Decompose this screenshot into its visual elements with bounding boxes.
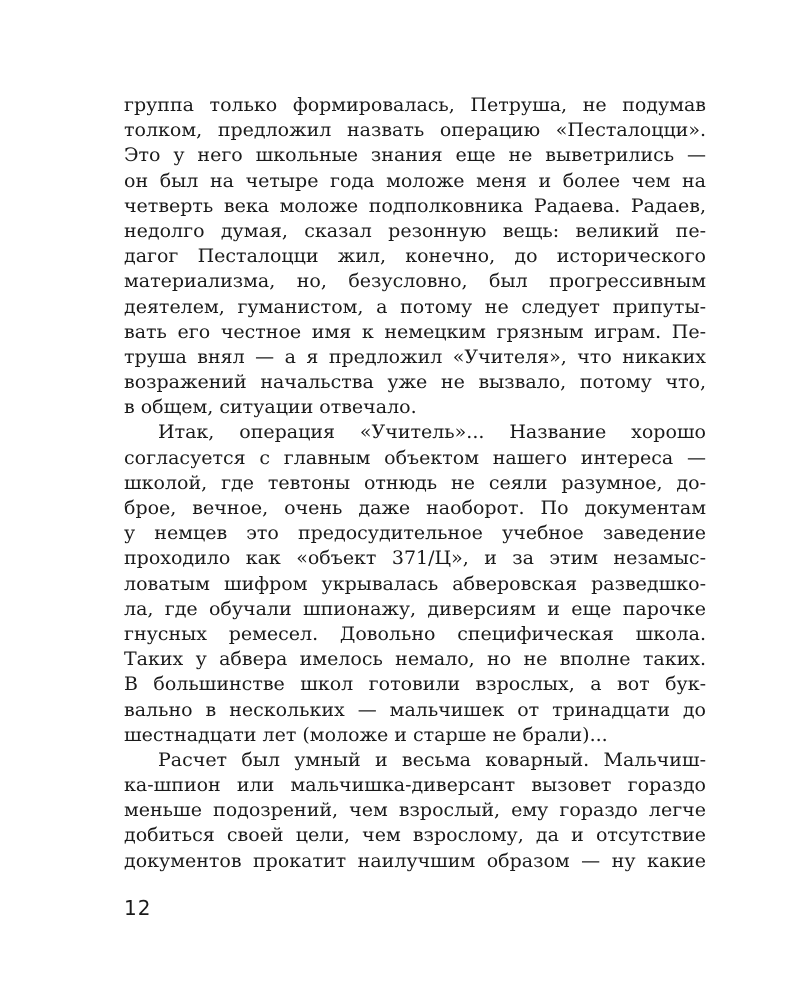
text-line: толком, предложил назвать операцию «Песталоцци».: [124, 119, 706, 142]
text-line: ловатым шифром укрывалась абверовская разведшко-: [124, 572, 706, 595]
text-line: Итак, операция «Учитель»... Название хорошо: [158, 421, 706, 444]
text-line: возражений начальства уже не вызвало, потому что,: [124, 371, 706, 394]
text-line: четверть века моложе подполковника Радаева. Радаев,: [124, 194, 706, 217]
text-line: вально в нескольких — мальчишек от тринадцати до: [124, 698, 706, 721]
text-line: вать его честное имя к немецким грязным играм. Пе-: [124, 320, 706, 343]
text-line: недолго думая, сказал резонную вещь: великий пе-: [124, 219, 706, 242]
text-line: меньше подозрений, чем взрослый, ему гораздо легче: [124, 799, 706, 822]
text-line: шестнадцати лет (моложе и старше не брали)...: [124, 723, 608, 746]
text-line: добиться своей цели, чем взрослому, да и отсутствие: [124, 824, 706, 847]
text-line: ка-шпион или мальчишка-диверсант вызовет гораздо: [124, 774, 706, 797]
text-line: труша внял — а я предложил «Учителя», что никаких: [124, 345, 706, 368]
text-line: материализма, но, безусловно, был прогрессивным: [124, 270, 706, 293]
text-line: документов прокатит наилучшим образом — ну какие: [124, 849, 706, 872]
text-line: школой, где тевтоны отнюдь не сеяли разумное, до-: [124, 471, 706, 494]
text-line: у немцев это предосудительное учебное заведение: [124, 522, 706, 545]
text-line: ла, где обучали шпионажу, диверсиям и еще парочке: [124, 597, 706, 620]
text-line: Расчет был умный и весьма коварный. Мальчиш-: [158, 748, 706, 771]
text-line: Таких у абвера имелось немало, но не вполне таких.: [124, 648, 706, 671]
text-line: дагог Песталоцци жил, конечно, до исторического: [124, 245, 706, 268]
text-line: группа только формировалась, Петруша, не подумав: [124, 94, 706, 116]
text-line: брое, вечное, очень даже наоборот. По документам: [124, 497, 706, 519]
text-line: он был на четыре года моложе меня и более чем на: [124, 169, 706, 192]
page-number: 12: [124, 896, 152, 920]
text-line: гнусных ремесел. Довольно специфическая школа.: [124, 622, 706, 645]
text-line: согласуется с главным объектом нашего интереса —: [124, 446, 706, 469]
body-text: [124, 93, 706, 874]
text-line: Это у него школьные знания еще не выветрились —: [124, 144, 706, 167]
text-line: в общем, ситуации отвечало.: [124, 396, 417, 419]
text-line: В большинстве школ готовили взрослых, а вот бук-: [124, 673, 706, 696]
text-line: проходило как «объект 371/Ц», и за этим незамыс-: [124, 547, 706, 570]
text-line: деятелем, гуманистом, а потому не следует припуты-: [124, 295, 706, 318]
